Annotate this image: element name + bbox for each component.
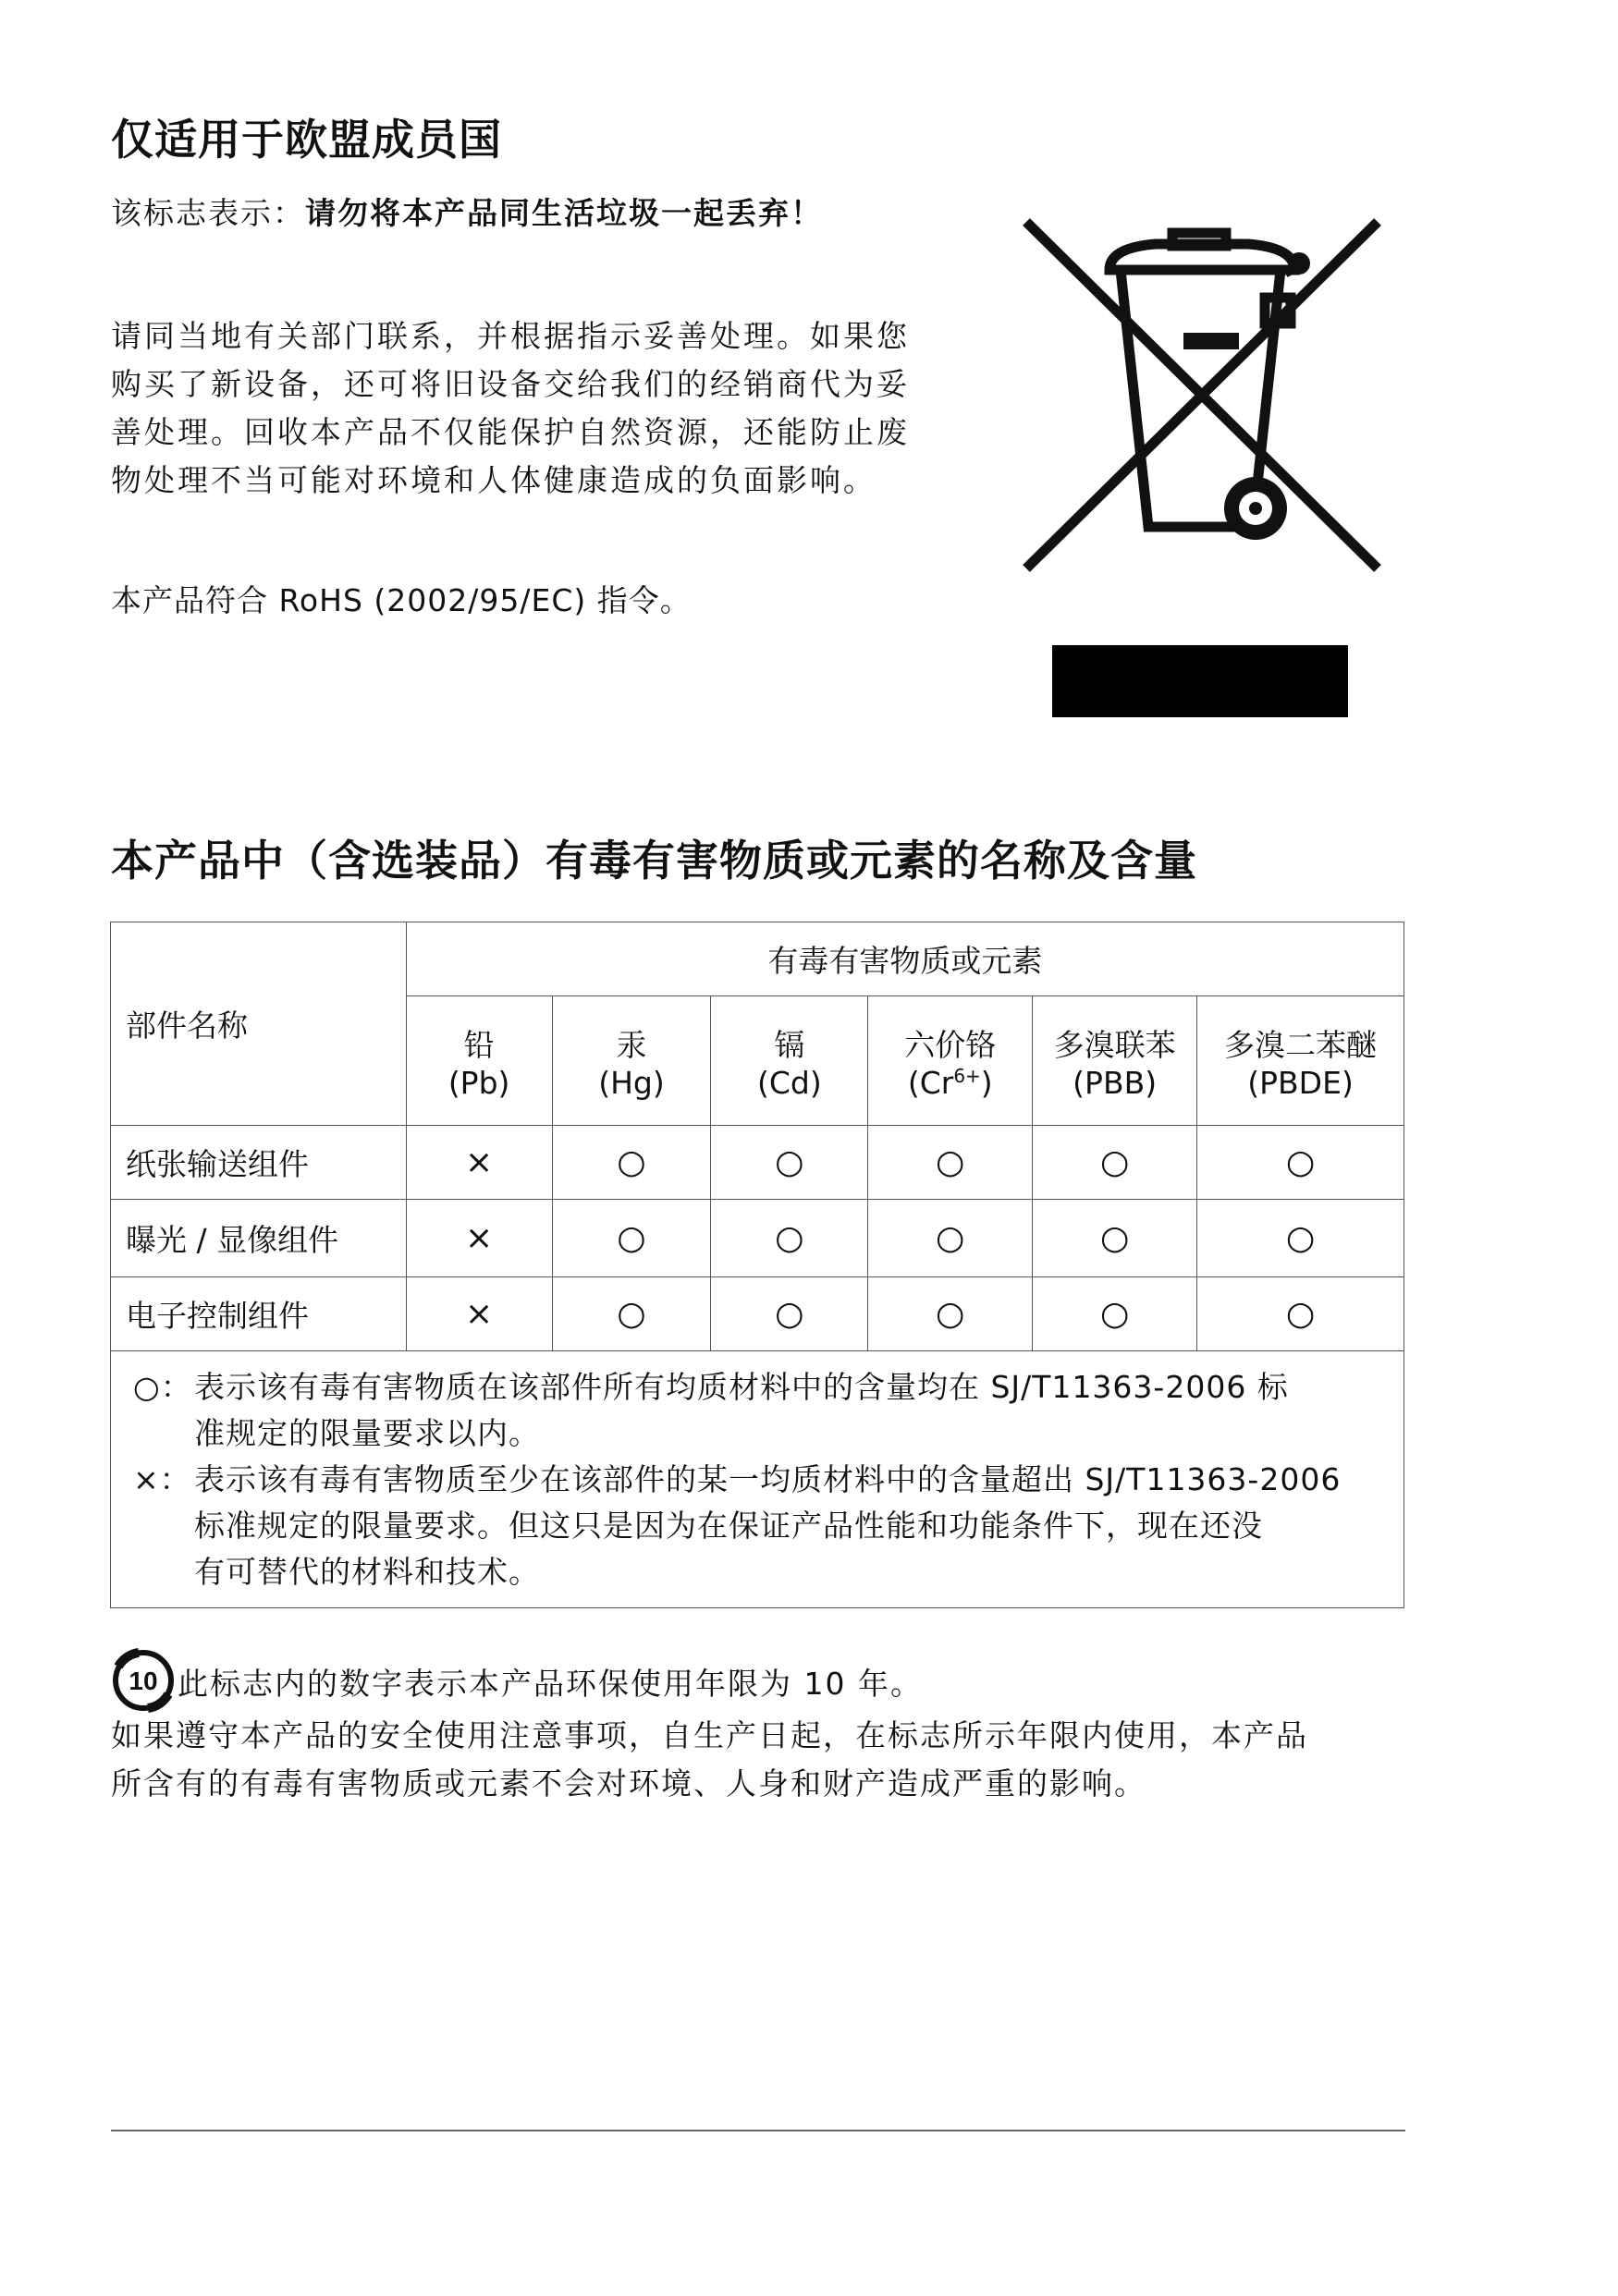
part-name: 电子控制组件 [111, 1277, 407, 1351]
crossed-out-bin-icon [1017, 213, 1387, 582]
disposal-paragraph [111, 312, 989, 505]
table-row [111, 1126, 1404, 1200]
value-cell: ○ [868, 1200, 1033, 1277]
note-symbol: ○： [133, 1369, 192, 1405]
substance-symbol: $(Cr^{6+})$ [907, 1064, 993, 1101]
note-line: 准规定的限量要求以内。 [194, 1415, 540, 1451]
note-line: 表示该有毒有害物质至少在该部件的某一均质材料中的含量超出 SJ/T11363-2006 [194, 1461, 1342, 1497]
part-name: 曝光 / 显像组件 [111, 1200, 407, 1277]
epup-10-year-icon [111, 1648, 176, 1713]
substance-name: 铅 [463, 1026, 495, 1063]
group-header: 有毒有害物质或元素 [406, 922, 1403, 996]
substance-header [868, 996, 1033, 1126]
value-cell: ○ [1033, 1126, 1197, 1200]
substance-name: 镉 [774, 1026, 805, 1063]
disposal-line: 善处理。回收本产品不仅能保护自然资源，还能防止废 [111, 414, 910, 450]
hazardous-substance-table [110, 922, 1404, 1608]
substance-header [552, 996, 711, 1126]
weee-black-bar [1052, 645, 1348, 717]
note-circle [111, 1364, 1403, 1457]
rohs-statement: 本产品符合 RoHS (2002/95/EC) 指令。 [111, 582, 692, 618]
weee-notice [111, 189, 823, 233]
value-cell: ○ [552, 1126, 711, 1200]
value-cell: ○ [552, 1277, 711, 1351]
substance-symbol: (Pb) [447, 1064, 510, 1101]
value-cell: ○ [1197, 1126, 1404, 1200]
value-cell: ○ [711, 1200, 868, 1277]
value-cell: ○ [868, 1126, 1033, 1200]
table-row [111, 1200, 1404, 1277]
disposal-line: 购买了新设备，还可将旧设备交给我们的经销商代为妥 [111, 366, 910, 402]
substance-header [1197, 996, 1404, 1126]
value-cell: ○ [552, 1200, 711, 1277]
value-cell: × [406, 1200, 552, 1277]
substance-symbol: (PBDE) [1247, 1064, 1354, 1101]
hazardous-title: 本产品中（含选装品）有毒有害物质或元素的名称及含量 [111, 836, 1197, 885]
substance-symbol: (PBB) [1073, 1064, 1158, 1101]
bottom-divider [111, 2130, 1405, 2131]
value-cell: ○ [1197, 1277, 1404, 1351]
footer-paragraph [111, 1712, 1308, 1808]
table-row [111, 1277, 1404, 1351]
value-cell: ○ [868, 1277, 1033, 1351]
substance-symbol: (Cd) [757, 1064, 822, 1101]
note-line: 标准规定的限量要求。但这只是因为在保证产品性能和功能条件下，现在还没 [194, 1508, 1263, 1544]
footer-line: 如果遵守本产品的安全使用注意事项，自生产日起，在标志所示年限内使用，本产品 [111, 1717, 1308, 1753]
substance-symbol: (Hg) [598, 1064, 665, 1101]
table-notes [111, 1351, 1404, 1608]
notice-bold: 请勿将本产品同生活垃圾一起丢弃！ [305, 195, 823, 231]
note-symbol: ×： [133, 1461, 191, 1497]
value-cell: ○ [711, 1277, 868, 1351]
value-cell: × [406, 1126, 552, 1200]
value-cell: ○ [1033, 1277, 1197, 1351]
value-cell: × [406, 1277, 552, 1351]
value-cell: ○ [711, 1126, 868, 1200]
substance-name: 六价铬 [904, 1026, 997, 1063]
value-cell: ○ [1197, 1200, 1404, 1277]
substance-header [711, 996, 868, 1126]
notice-prefix: 该标志表示： [111, 195, 305, 231]
epup-number: 10 [129, 1667, 158, 1695]
substance-header [406, 996, 552, 1126]
substance-name: 汞 [616, 1026, 647, 1063]
substance-name: 多溴二苯醚 [1224, 1026, 1378, 1063]
note-line: 表示该有毒有害物质在该部件所有均质材料中的含量均在 SJ/T11363-2006 标 [194, 1369, 1289, 1405]
note-line: 有可替代的材料和技术。 [194, 1554, 540, 1590]
epup-text: 此标志内的数字表示本产品环保使用年限为 10 年。 [178, 1666, 923, 1702]
value-cell: ○ [1033, 1200, 1197, 1277]
substance-name: 多溴联苯 [1053, 1026, 1176, 1063]
part-name: 纸张输送组件 [111, 1126, 407, 1200]
substance-header [1033, 996, 1197, 1126]
eu-title: 仅适用于欧盟成员国 [111, 115, 502, 165]
disposal-line: 物处理不当可能对环境和人体健康造成的负面影响。 [111, 462, 876, 498]
part-header: 部件名称 [111, 922, 407, 1126]
disposal-line: 请同当地有关部门联系，并根据指示妥善处理。如果您 [111, 318, 910, 354]
footer-line: 所含有的有毒有害物质或元素不会对环境、人身和财产造成严重的影响。 [111, 1765, 1146, 1801]
note-cross [111, 1457, 1403, 1595]
